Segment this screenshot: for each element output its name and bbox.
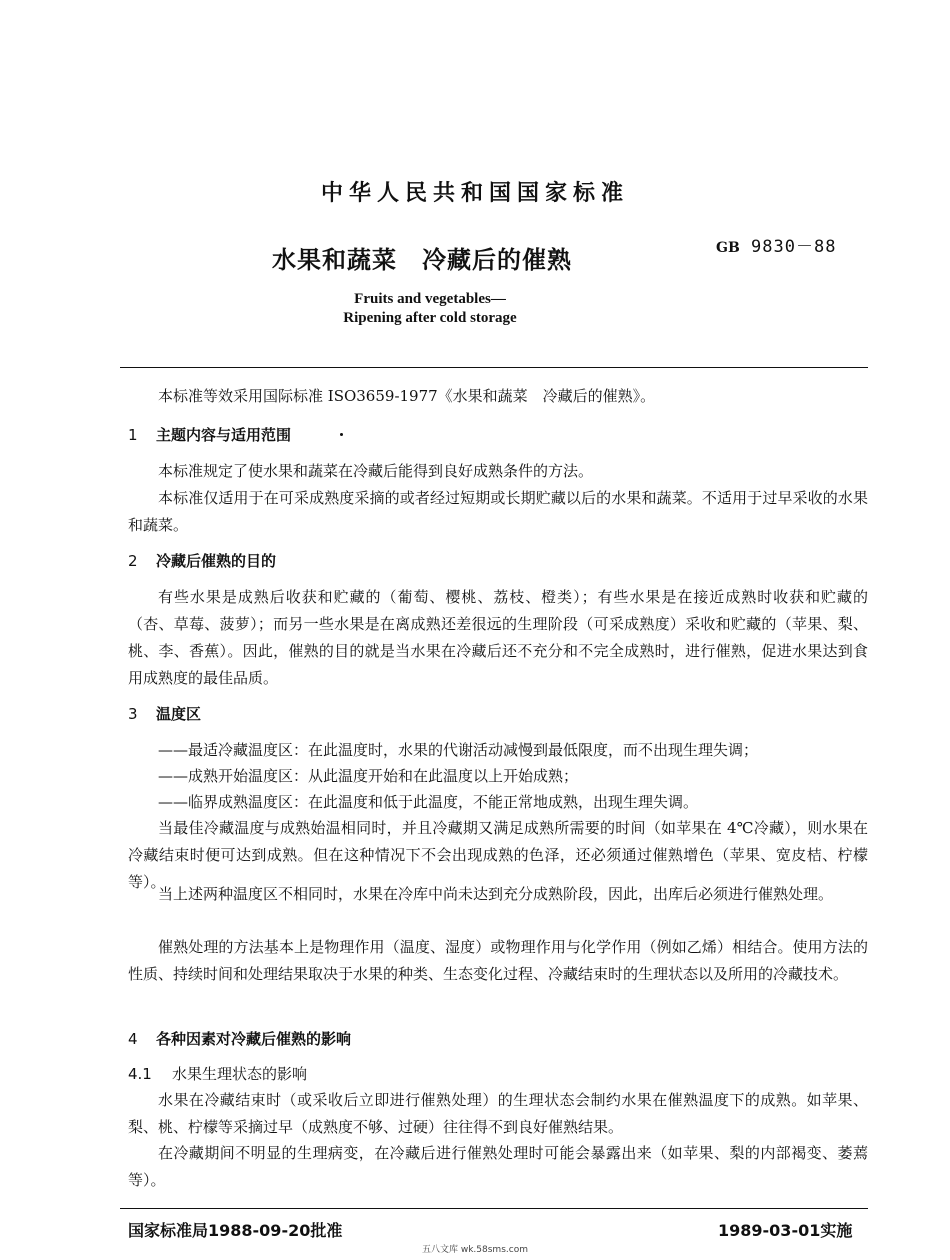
temperature-zone-item-2: ——成熟开始温度区：从此温度开始和在此温度以上开始成熟； (158, 767, 579, 785)
issue-date: 国家标准局1988-09-20批准 (128, 1221, 343, 1240)
subsection-4-1-heading (128, 1063, 307, 1084)
section-4-heading (128, 1028, 351, 1049)
section-2-number: 2 (128, 552, 138, 570)
stray-dot (340, 433, 343, 436)
footer-divider (120, 1208, 868, 1209)
section-4-number: 4 (128, 1030, 138, 1048)
section-3-title: 温度区 (156, 705, 202, 723)
national-standard-heading: 中华人民共和国国家标准 (320, 181, 629, 206)
section-1-number: 1 (128, 426, 138, 444)
section-3-paragraph-1: 当最佳冷藏温度与成熟始温相同时，并且冷藏期又满足成熟所需要的时间（如苹果在 4℃冷藏），则水果在冷藏结束时便可达到成熟。但在这种情况下不会出现成熟的色泽，还必须通过催熟增色（苹果、宽皮桔、柠檬等）。 (128, 819, 868, 891)
subsection-4-1-number: 4.1 (128, 1065, 152, 1083)
section-2-heading (128, 550, 276, 571)
english-title-line2: Ripening after cold storage (343, 310, 517, 326)
temperature-zone-item-1: ——最适冷藏温度区：在此温度时，水果的代谢活动减慢到最低限度，而不出现生理失调； (158, 741, 759, 759)
section-3-paragraph-2: 当上述两种温度区不相同时，水果在冷库中尚未达到充分成熟阶段，因此，出库后必须进行催熟处理。 (158, 885, 834, 903)
section-1-heading (128, 424, 291, 445)
watermark-text: 五八文库 wk.58sms.com (422, 1245, 528, 1255)
section-3-heading (128, 703, 201, 724)
english-title-line1: Fruits and vegetables— (354, 291, 506, 307)
section-1-paragraph-2: 本标准仅适用于在可采成熟度采摘的或者经过短期或长期贮藏以后的水果和蔬菜。不适用于过早采收的水果和蔬菜。 (128, 489, 868, 534)
header-divider (120, 367, 868, 368)
section-4-title: 各种因素对冷藏后催熟的影响 (156, 1030, 352, 1048)
section-4-paragraph-1: 水果在冷藏结束时（或采收后立即进行催熟处理）的生理状态会制约水果在催熟温度下的成熟。如苹果、梨、桃、柠檬等采摘过早（成熟度不够、过硬）往往得不到良好催熟结果。 (128, 1091, 868, 1136)
gb-prefix: GB (716, 240, 740, 256)
document-title: 水果和蔬菜 冷藏后的催熟 (272, 246, 572, 274)
section-3-number: 3 (128, 705, 138, 723)
subsection-4-1-title: 水果生理状态的影响 (172, 1065, 308, 1083)
effective-date: 1989-03-01实施 (718, 1221, 853, 1240)
standard-code (716, 232, 836, 257)
intro-paragraph: 本标准等效采用国际标准 ISO3659-1977《水果和蔬菜 冷藏后的催熟》。 (158, 387, 656, 405)
section-1-title: 主题内容与适用范围 (156, 426, 292, 444)
gb-number: 9830－88 (751, 237, 837, 257)
section-2-paragraph-1: 有些水果是成熟后收获和贮藏的（葡萄、樱桃、荔枝、橙类）；有些水果是在接近成熟时收获和贮藏的（杏、草莓、菠萝）；而另一些水果是在离成熟还差很远的生理阶段（可采成熟度）采收和贮藏的（苹果、梨、桃、李、香蕉）。因此，催熟的目的就是当水果在冷藏后还不充分和不完全成熟时，进行催熟，促进水果达到食用成熟度的最佳品质。 (128, 588, 868, 687)
section-1-paragraph-1: 本标准规定了使水果和蔬菜在冷藏后能得到良好成熟条件的方法。 (158, 462, 594, 480)
temperature-zone-item-3: ——临界成熟温度区：在此温度和低于此温度，不能正常地成熟，出现生理失调。 (158, 793, 699, 811)
section-4-paragraph-2: 在冷藏期间不明显的生理病变，在冷藏后进行催熟处理时可能会暴露出来（如苹果、梨的内部褐变、萎蔫等）。 (128, 1144, 868, 1189)
section-3-paragraph-3: 催熟处理的方法基本上是物理作用（温度、湿度）或物理作用与化学作用（例如乙烯）相结合。使用方法的性质、持续时间和处理结果取决于水果的种类、生态变化过程、冷藏结束时的生理状态以及所用的冷藏技术。 (128, 938, 868, 983)
section-2-title: 冷藏后催熟的目的 (156, 552, 277, 570)
